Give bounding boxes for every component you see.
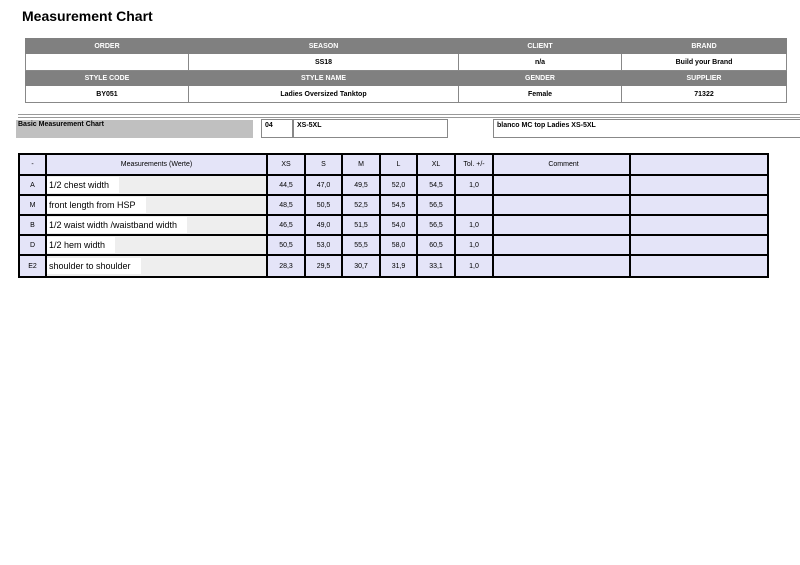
- table-row: [20, 176, 767, 196]
- row-code: A: [20, 176, 47, 196]
- cell-tolerance: 1,0: [456, 256, 494, 276]
- cell-xs: 46,5: [268, 216, 306, 236]
- cell-comment: [494, 176, 631, 196]
- description-box: blanco MC top Ladies XS-5XL: [493, 119, 800, 138]
- page-title: Measurement Chart: [22, 8, 153, 24]
- cell-comment: [494, 216, 631, 236]
- info-value-row-2: [26, 86, 787, 103]
- col-header-xs: XS: [268, 155, 306, 176]
- cell-xs: 28,3: [268, 256, 306, 276]
- cell-xs: 44,5: [268, 176, 306, 196]
- cell-tolerance: 1,0: [456, 236, 494, 256]
- row-code: M: [20, 196, 47, 216]
- row-code: E2: [20, 256, 47, 276]
- cell-s: 53,0: [306, 236, 343, 256]
- style-code-header: STYLE CODE: [26, 71, 189, 86]
- cell-tolerance: [456, 196, 494, 216]
- row-measurement-name: [47, 236, 268, 256]
- divider-line: [18, 117, 800, 118]
- table-row: [20, 236, 767, 256]
- gender-value: Female: [459, 86, 622, 103]
- cell-xl: 60,5: [418, 236, 456, 256]
- header-info-table: [25, 38, 787, 103]
- row-measurement-name: [47, 176, 268, 196]
- table-header-row: [20, 155, 767, 176]
- order-value: [26, 54, 189, 71]
- cell-xs: 50,5: [268, 236, 306, 256]
- table-row: [20, 196, 767, 216]
- cell-comment: [494, 236, 631, 256]
- chart-label: Basic Measurement Chart: [16, 120, 253, 138]
- cell-extra: [631, 256, 767, 276]
- cell-xl: 33,1: [418, 256, 456, 276]
- col-header-comment: Comment: [494, 155, 631, 176]
- cell-m: 49,5: [343, 176, 381, 196]
- season-value: SS18: [189, 54, 459, 71]
- cell-l: 52,0: [381, 176, 418, 196]
- row-measurement-name: [47, 216, 268, 236]
- brand-value: Build your Brand: [622, 54, 787, 71]
- row-measurement-label: shoulder to shoulder: [47, 258, 141, 274]
- col-header-s: S: [306, 155, 343, 176]
- cell-comment: [494, 196, 631, 216]
- col-header-xl: XL: [418, 155, 456, 176]
- measurement-table: [18, 153, 769, 278]
- row-code: D: [20, 236, 47, 256]
- cell-s: 49,0: [306, 216, 343, 236]
- style-name-value: Ladies Oversized Tanktop: [189, 86, 459, 103]
- col-header-measurements: Measurements (Werte): [47, 155, 268, 176]
- row-measurement-label: 1/2 chest width: [47, 177, 119, 193]
- cell-xl: 54,5: [418, 176, 456, 196]
- row-measurement-name: [47, 196, 268, 216]
- cell-s: 29,5: [306, 256, 343, 276]
- cell-comment: [494, 256, 631, 276]
- info-value-row-1: [26, 54, 787, 71]
- size-range-box: XS-5XL: [293, 119, 448, 138]
- row-code: B: [20, 216, 47, 236]
- cell-s: 50,5: [306, 196, 343, 216]
- supplier-value: 71322: [622, 86, 787, 103]
- info-header-row-1: [26, 39, 787, 54]
- cell-l: 58,0: [381, 236, 418, 256]
- cell-xs: 48,5: [268, 196, 306, 216]
- client-header: CLIENT: [459, 39, 622, 54]
- table-row: [20, 216, 767, 236]
- divider-line: [18, 114, 800, 115]
- order-header: ORDER: [26, 39, 189, 54]
- cell-m: 55,5: [343, 236, 381, 256]
- cell-m: 52,5: [343, 196, 381, 216]
- cell-l: 31,9: [381, 256, 418, 276]
- row-measurement-label: 1/2 hem width: [47, 237, 115, 253]
- client-value: n/a: [459, 54, 622, 71]
- cell-tolerance: 1,0: [456, 176, 494, 196]
- cell-extra: [631, 176, 767, 196]
- cell-l: 54,0: [381, 216, 418, 236]
- season-header: SEASON: [189, 39, 459, 54]
- cell-tolerance: 1,0: [456, 216, 494, 236]
- table-row: [20, 256, 767, 276]
- row-measurement-label: front length from HSP: [47, 197, 146, 213]
- gender-header: GENDER: [459, 71, 622, 86]
- row-measurement-name: [47, 256, 268, 276]
- col-header-extra: [631, 155, 767, 176]
- col-header-code: -: [20, 155, 47, 176]
- cell-extra: [631, 236, 767, 256]
- cell-m: 30,7: [343, 256, 381, 276]
- col-header-l: L: [381, 155, 418, 176]
- size-code-box: 04: [261, 119, 293, 138]
- brand-header: BRAND: [622, 39, 787, 54]
- cell-xl: 56,5: [418, 216, 456, 236]
- cell-extra: [631, 216, 767, 236]
- cell-s: 47,0: [306, 176, 343, 196]
- col-header-m: M: [343, 155, 381, 176]
- supplier-header: SUPPLIER: [622, 71, 787, 86]
- cell-m: 51,5: [343, 216, 381, 236]
- info-header-row-2: [26, 71, 787, 86]
- style-code-value: BY051: [26, 86, 189, 103]
- cell-xl: 56,5: [418, 196, 456, 216]
- cell-extra: [631, 196, 767, 216]
- col-header-tolerance: Tol. +/-: [456, 155, 494, 176]
- row-measurement-label: 1/2 waist width /waistband width: [47, 217, 187, 233]
- cell-l: 54,5: [381, 196, 418, 216]
- style-name-header: STYLE NAME: [189, 71, 459, 86]
